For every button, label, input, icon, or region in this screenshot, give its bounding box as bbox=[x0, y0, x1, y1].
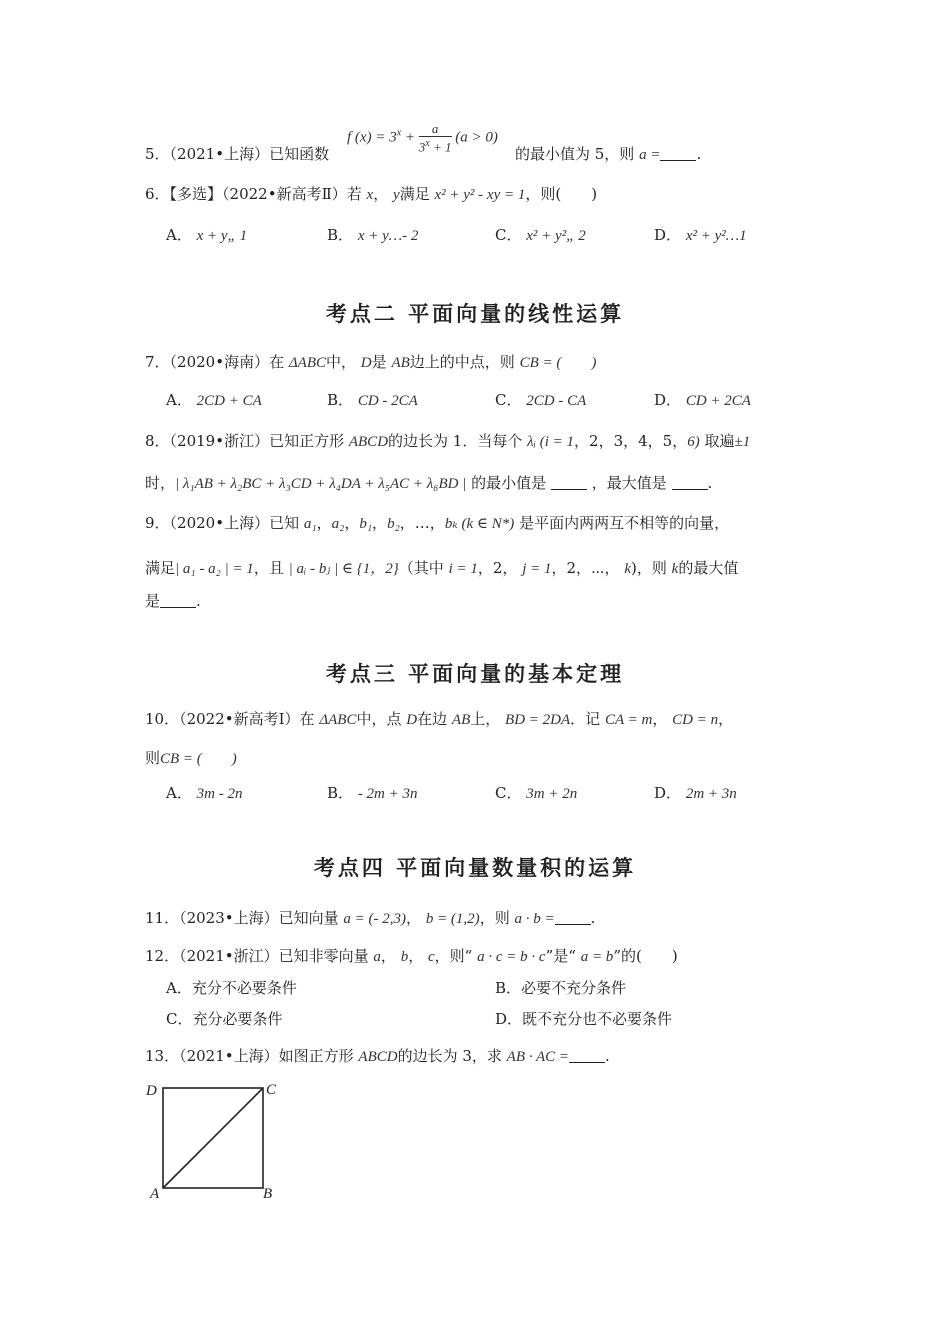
q9-line-2: 满足| a₁ - a₂ | = 1，且 | aᵢ - bⱼ | ∈ {1，2}（其中 i = 1，2， j = 1，2，⋯， k)，则 k的最大值 bbox=[145, 559, 739, 577]
q5-tail: 的最小值为 5，则 a = . bbox=[515, 145, 702, 163]
label-c: C bbox=[266, 1082, 277, 1098]
q9-answer-blank[interactable] bbox=[160, 593, 196, 608]
q8-line-1: 8．（2019•浙江）已知正方形 ABCD的边长为 1．当每个 λᵢ (i = 1，2，3，4，5，6) 取遍±1 bbox=[145, 432, 751, 450]
q13-line: 13．（2021•上海）如图正方形 ABCD的边长为 3，求 AB · AC = . bbox=[145, 1047, 610, 1065]
q11-line: 11．（2023•上海）已知向量 a = (- 2,3)， b = (1,2)，则 a · b = . bbox=[145, 909, 596, 927]
q10-option-b[interactable]: B． - 2m + 3n bbox=[327, 784, 418, 802]
q6-option-b[interactable]: B． x + y…- 2 bbox=[327, 226, 419, 244]
q11-answer-blank[interactable] bbox=[555, 910, 591, 925]
square-figure bbox=[140, 1075, 290, 1205]
q12-option-c[interactable]: C．充分必要条件 bbox=[166, 1010, 283, 1028]
q12-option-a[interactable]: A．充分不必要条件 bbox=[166, 979, 297, 997]
q7-option-d[interactable]: D． CD + 2CA bbox=[654, 391, 751, 409]
q10-option-c[interactable]: C． 3m + 2n bbox=[495, 784, 578, 802]
q5-answer-blank[interactable] bbox=[660, 146, 696, 161]
section-heading-3: 考点三 平面向量的基本定理 bbox=[325, 662, 625, 686]
q10-option-a[interactable]: A． 3m - 2n bbox=[166, 784, 243, 802]
diagonal-ac bbox=[163, 1088, 263, 1188]
q10-line-2: 则CB = ( ) bbox=[145, 749, 237, 767]
q6-option-c[interactable]: C． x² + y²„ 2 bbox=[495, 226, 586, 244]
q5-function-formula: f $(x) = 3^x$ + $\frac{a}{3^x + 1}$ (a > 0) bbox=[347, 121, 498, 155]
q12-line: 12．（2021•浙江）已知非零向量 a， b， c，则“ a · c = b · c”是“ a = b”的( ) bbox=[145, 947, 678, 965]
q8-line-2: 时，| λ₁AB + λ₂BC + λ₃CD + λ₄DA + λ₅AC + λ₆BD | 的最小值是 ，最大值是 . bbox=[145, 474, 713, 492]
q10-option-d[interactable]: D． 2m + 3n bbox=[654, 784, 737, 802]
q7-line: 7．（2020•海南）在 ΔABC中， D是 AB边上的中点，则 CB = ( ) bbox=[145, 353, 597, 371]
q9-line-1: 9．（2020•上海）已知 a₁，a₂，b₁，b₂，…，bₖ (k ∈ N*) 是平面内两两互不相等的向量， bbox=[145, 514, 730, 532]
section-heading-2: 考点二 平面向量的线性运算 bbox=[325, 302, 625, 326]
q7-option-a[interactable]: A． 2CD + CA bbox=[166, 391, 262, 409]
q8-max-blank[interactable] bbox=[672, 475, 708, 490]
label-d: D bbox=[146, 1083, 157, 1099]
q12-option-d[interactable]: D．既不充分也不必要条件 bbox=[495, 1010, 673, 1028]
q9-line-3: 是 . bbox=[145, 592, 201, 610]
q7-option-b[interactable]: B． CD - 2CA bbox=[327, 391, 418, 409]
q12-option-b[interactable]: B．必要不充分条件 bbox=[495, 979, 627, 997]
q7-option-c[interactable]: C． 2CD - CA bbox=[495, 391, 587, 409]
q8-min-blank[interactable] bbox=[551, 475, 587, 490]
label-b: B bbox=[263, 1186, 273, 1202]
q6-line: 6．【多选】（2022•新高考Ⅱ）若 x， y满足 x² + y² - xy = 1，则( ) bbox=[145, 185, 598, 203]
label-a: A bbox=[150, 1186, 160, 1202]
q13-answer-blank[interactable] bbox=[569, 1048, 605, 1063]
q10-line-1: 10．（2022•新高考Ⅰ）在 ΔABC中，点 D在边 AB上， BD = 2DA．记 CA = m， CD = n， bbox=[145, 710, 734, 728]
q6-option-a[interactable]: A． x + y„ 1 bbox=[166, 226, 248, 244]
q5-line: 5．（2021•上海）已知函数 bbox=[145, 145, 330, 163]
section-heading-4: 考点四 平面向量数量积的运算 bbox=[313, 856, 637, 880]
q6-option-d[interactable]: D． x² + y²…1 bbox=[654, 226, 747, 244]
